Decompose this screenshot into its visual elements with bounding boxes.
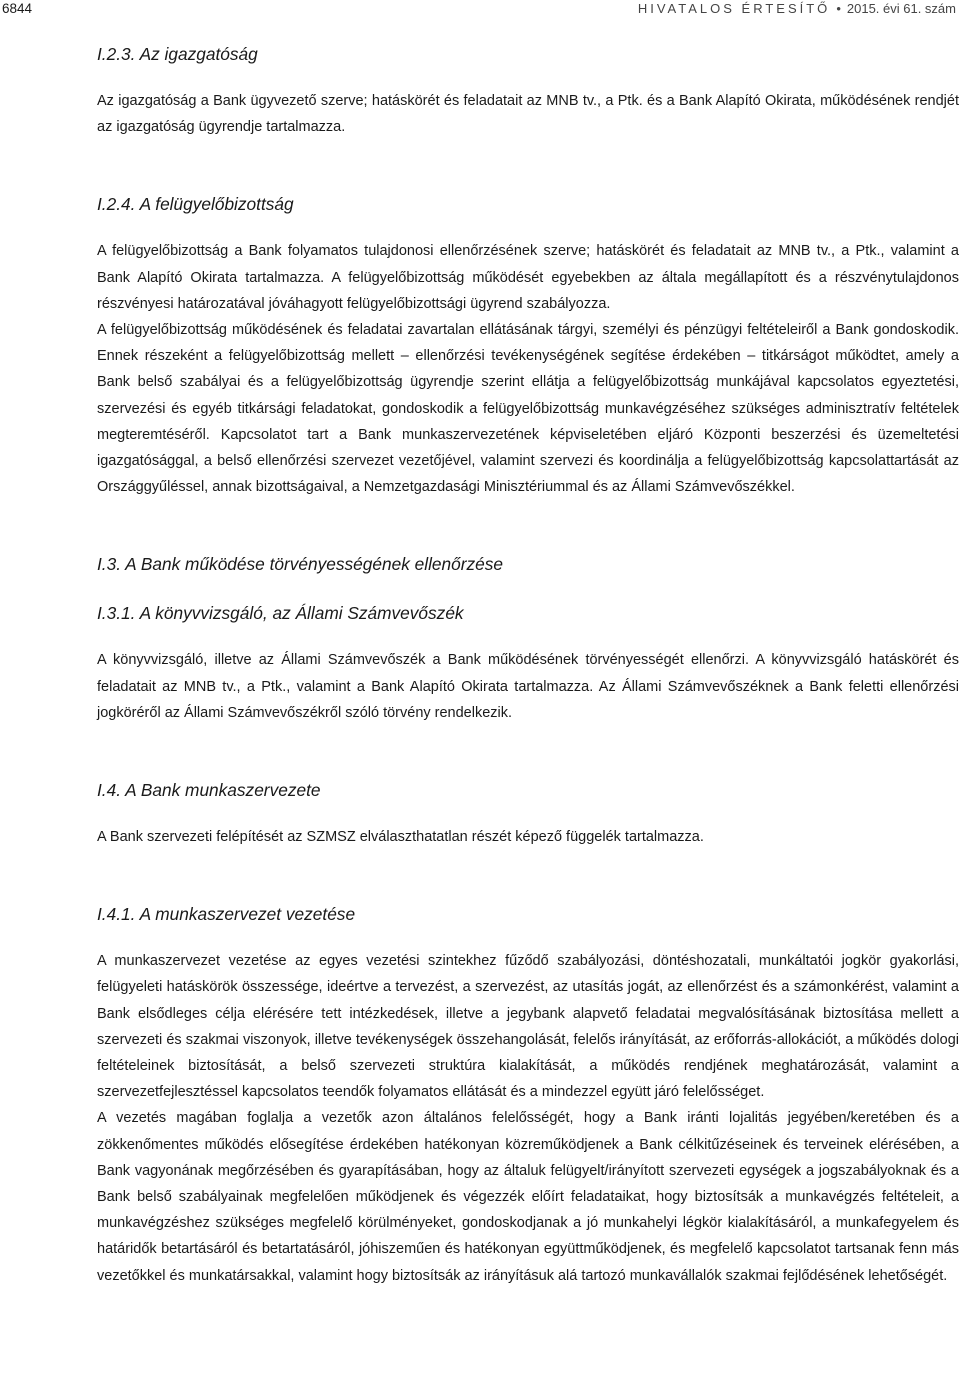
running-header xyxy=(638,0,956,18)
paragraph: A felügyelőbizottság a Bank folyamatos tulajdonosi ellenőrzésének szerve; hatáskörét és feladatait az MNB tv., a Ptk., valamint a Bank Alapító Okirata tartalmazza. A felügyelőbizottság működését egyebekben az általa megállapított és a részvénytulajdonos részvényesi határozatával jóváhagyott felügyelőbizottsági ügyrend szabályozza. xyxy=(97,243,959,312)
paragraph: A Bank szervezeti felépítését az SZMSZ elválaszthatatlan részét képező függelék tartalmazza. xyxy=(97,829,704,846)
paragraph: A könyvvizsgáló, illetve az Állami Számvevőszék a Bank működésének törvényességét ellenőrzi. A könyvvizsgáló hatáskörét és feladatait az MNB tv., a Ptk., valamint a Bank Alapító Okirata tartalmazza. Az Állami Számvevőszéknek a Bank feletti ellenőrzési jogköréről az Állami Számvevőszékről szóló törvény rendelkezik. xyxy=(97,652,959,721)
issue-label: 2015. évi 61. szám xyxy=(846,1,956,16)
page-header xyxy=(0,0,960,22)
section-heading-felugyelobizottsag: I.2.4. A felügyelőbizottság xyxy=(97,194,294,215)
section-heading-torvenyesseg: I.3. A Bank működése törvényességének ellenőrzése xyxy=(97,554,504,575)
paragraph: Az igazgatóság a Bank ügyvezető szerve; hatáskörét és feladatait az MNB tv., a Ptk. és a Bank Alapító Okirata, működésének rendjét az igazgatóság ügyrendje tartalmazza. xyxy=(97,93,959,136)
paragraph: A munkaszervezet vezetése az egyes vezetési szintekhez fűződő szabályozási, döntéshozatali, munkáltatói jogkör gyakorlási, felügyeleti hatáskörök összessége, ideértve a tervezést, a szervezést, az utasítás jogát, az ellenőrzést és a számonkérést, valamint a Bank elsődleges célja elérésére tett intézkedések, illetve a jegybank alapvető feladatai megvalósításának biztosítása mellett a szervezeti és szakmai viszonyok, illetve tevékenységek összehangolását, felelős irányítását, az erőforrás-allokációt, a működés dologi feltételeinek biztosítását, a belső szervezeti struktúra kialakítását, a működés rendjének meghatározását, valamint a szervezetfejlesztéssel kapcsolatos teendők folyamatos ellátását és a mindezzel együtt járó felelősséget. xyxy=(97,953,959,1101)
section-heading-igazgatosag: I.2.3. Az igazgatóság xyxy=(97,44,258,64)
paragraph: A vezetés magában foglalja a vezetők azon általános felelősségét, hogy a Bank iránti lojalitás jegyében/keretében és a zökkenőmentes működés elősegítése érdekében hatékonyan közreműködjenek a Bank célkitűzéseinek és terveinek elérésében, a Bank vagyonának megőrzésében és gyarapításában, hogy az általuk felügyelt/irányított szervezeti egységek a jogszabályoknak és a Bank belső szabályainak megfelelően működjenek és végezzék előírt feladataikat, hogy biztosítsák a munkavégzés feltételeit, a munkavégzéshez szükséges megfelelő körülményeket, gondoskodjanak a jó munkahelyi légkör kialakításáról, a munkafegyelem és határidők betartásáról és betartatásáról, jóhiszeműen és hatékonyan együttműködjenek, és megfelelő kapcsolatot tartsanak fenn más vezetőkkel és munkatársakkal, valamint hogy biztosítsák az irányításuk alá tartozó munkavállalók szakmai fejlődésének lehetőségét. xyxy=(97,1110,959,1284)
section-heading-munkaszervezet: I.4. A Bank munkaszervezete xyxy=(97,780,321,801)
paragraph: A felügyelőbizottság működésének és feladatai zavartalan ellátásának tárgyi, személyi és pénzügyi feltételeiről a Bank gondoskodik. Ennek részeként a felügyelőbizottság mellett – ellenőrzési tevékenységének segítése érdekében – titkárságot működtet, amely a Bank belső szabályai és a felügyelőbizottság ügyrendje szerint ellátja a felügyelőbizottság munkájával kapcsolatos egyeztetési, szervezési és egyéb titkársági feladatokat, gondoskodik a felügyelőbizottság munkavégzéséhez szükséges adminisztratív feltételek megteremtéséről. Kapcsolatot tart a Bank munkaszervezetének képviseletében eljáró Központi beszerzési és üzemeltetési igazgatósággal, a belső ellenőrzési szervezet vezetőjével, valamint szervezi és koordinálja a felügyelőbizottság kapcsolattartását az Országgyűléssel, annak bizottságaival, a Nemzetgazdasági Minisztériummal és az Állami Számvevőszékkel. xyxy=(97,322,959,496)
page-number: 6844 xyxy=(2,1,33,16)
journal-title: HIVATALOS ÉRTESÍTŐ xyxy=(637,1,831,16)
section-heading-konyvvizsgalo: I.3.1. A könyvvizsgáló, az Állami Számvevőszék xyxy=(97,603,464,624)
separator-dot: • xyxy=(836,1,841,16)
page-content xyxy=(97,41,959,1289)
section-heading-munkaszervezet-vezetese: I.4.1. A munkaszervezet vezetése xyxy=(97,904,356,925)
